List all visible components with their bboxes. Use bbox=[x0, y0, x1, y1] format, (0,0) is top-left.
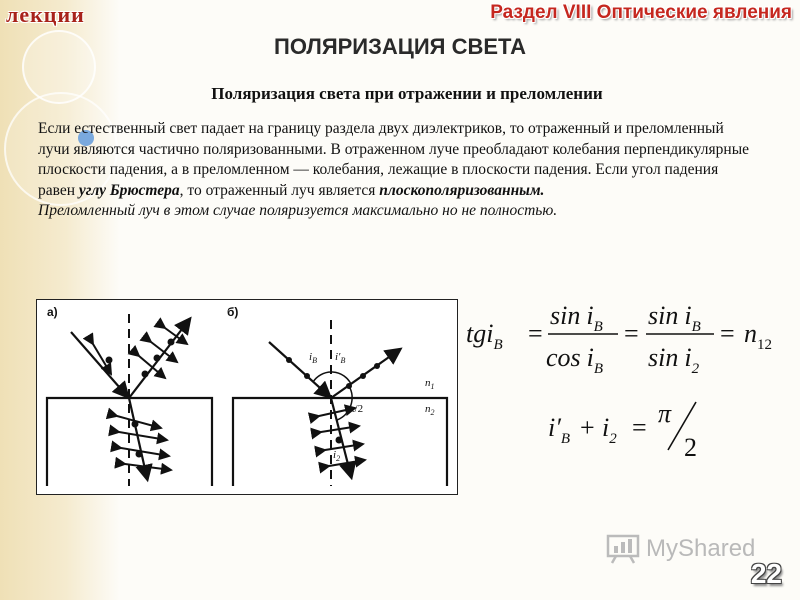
formulas-svg bbox=[462, 290, 792, 470]
svg-text:=: = bbox=[624, 319, 639, 348]
medium-label-n2: $n_2$ bbox=[425, 403, 435, 417]
lectures-badge: лекции bbox=[6, 2, 85, 27]
presentation-board-icon bbox=[606, 534, 640, 564]
angle-label-iB-prime: $i'_B$ bbox=[335, 351, 346, 365]
incident-ray-b bbox=[269, 342, 329, 396]
svg-text:i2: $i_2$ bbox=[602, 413, 617, 447]
angle-label-iB: $i_B$ bbox=[309, 351, 317, 365]
svg-text:=: = bbox=[632, 413, 647, 442]
svg-text:n12: $n_{12}$ bbox=[744, 319, 772, 353]
svg-text:tgiB: tgi$_B$ bbox=[466, 319, 503, 353]
section-title: Раздел VIII Оптические явления bbox=[490, 2, 792, 23]
label-b: б) bbox=[227, 305, 239, 319]
angle-label-right: π/2 bbox=[349, 403, 364, 415]
term-brewster-angle: углу Брюстера bbox=[78, 181, 180, 199]
svg-text:cosiB: $\cos i_B$ bbox=[546, 343, 604, 377]
svg-text:π: π bbox=[658, 399, 672, 428]
svg-text:siniB: $\sin i_B$ bbox=[550, 301, 603, 335]
paragraph-text-1: Если естественный свет падает на границу раздела двух диэлектриков, то отраженный и преломленный лучи являются частично поляризованными. В отраженном луче преобладают колебания перпендикулярные плоскости падения, а в преломленном — колебания, лежащие в плоскости падения. Если угол падения равен bbox=[38, 120, 750, 199]
svg-text:i′B: $i'_B$ bbox=[548, 413, 571, 447]
svg-text:2: 2 bbox=[684, 433, 697, 462]
svg-text:siniB: $\sin i_B$ bbox=[648, 301, 701, 335]
page-title: ПОЛЯРИЗАЦИЯ СВЕТА bbox=[274, 34, 526, 59]
polarization-diagram bbox=[36, 299, 458, 495]
brewster-formulas bbox=[462, 290, 792, 470]
myshared-watermark bbox=[606, 534, 755, 564]
medium-label-n1: $n_1$ bbox=[425, 377, 435, 391]
diagram-svg bbox=[37, 300, 457, 494]
formula-brewster-law bbox=[466, 301, 772, 377]
incident-ray-a bbox=[71, 332, 127, 396]
page-subtitle: Поляризация света при отражении и преломлении bbox=[211, 84, 603, 103]
page-number: 22 bbox=[750, 558, 782, 589]
body-paragraph bbox=[38, 119, 758, 222]
svg-text:=: = bbox=[720, 319, 735, 348]
svg-text:sini2: $\sin i_2$ bbox=[648, 343, 700, 377]
angle-label-i2: $i_2$ bbox=[333, 449, 341, 463]
label-a: а) bbox=[47, 305, 58, 319]
term-plane-polarized: плоскополяризованным. bbox=[379, 181, 545, 199]
paragraph-text-2: , то отраженный луч является bbox=[179, 181, 380, 199]
svg-text:=: = bbox=[528, 319, 543, 348]
svg-text:+: + bbox=[580, 413, 595, 442]
formula-angle-sum bbox=[548, 399, 697, 462]
paragraph-italic-sentence: Преломленный луч в этом случае поляризуется максимально но не полностью. bbox=[38, 202, 558, 219]
watermark-text: MyShared bbox=[646, 535, 756, 562]
